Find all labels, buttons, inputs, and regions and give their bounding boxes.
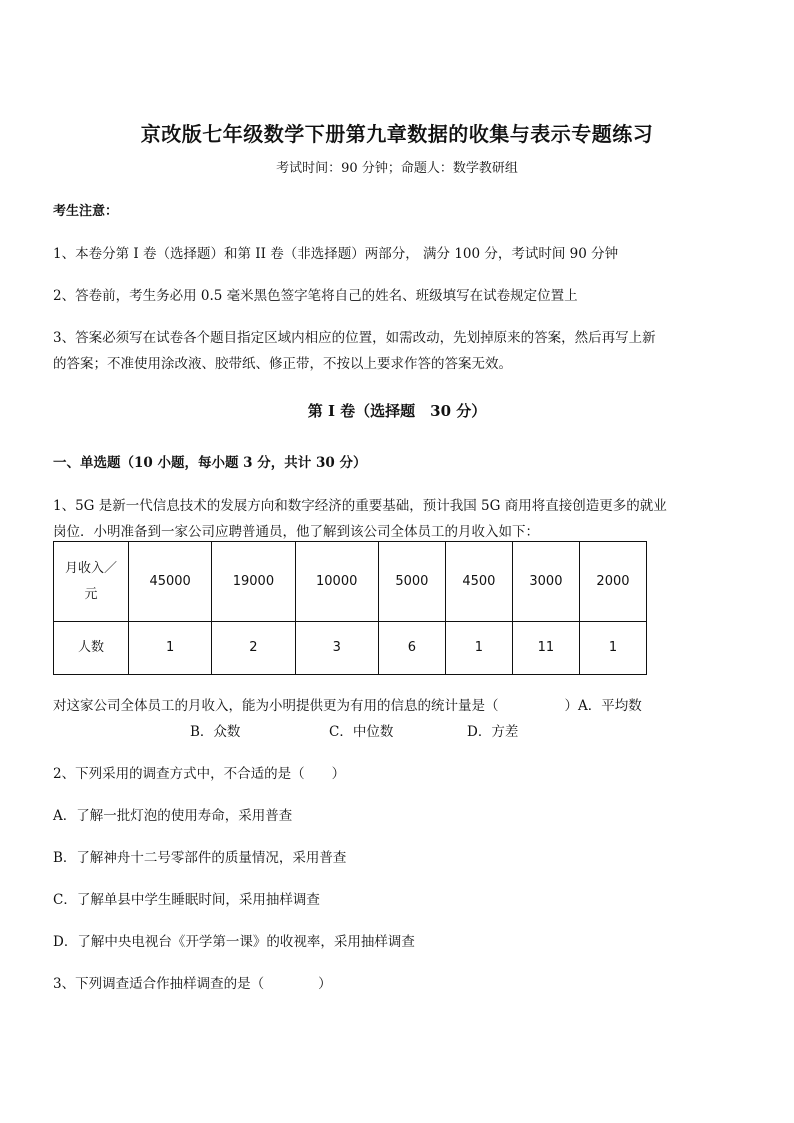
q3-stem: 3、下列调查适合作抽样调查的是（ ） — [53, 976, 332, 992]
income-table — [53, 541, 647, 675]
notice-item-3-line-2: 的答案；不准使用涂改液、胶带纸、修正带，不按以上要求作答的答案无效。 — [53, 356, 512, 372]
table-cell: 1 — [129, 622, 212, 675]
income-header-line-2: 元 — [84, 586, 98, 602]
table-cell: 10000 — [295, 542, 378, 622]
notice-item-1: 1、本卷分第 I 卷（选择题）和第 II 卷（非选择题）两部分， 满分 100 分，考试时间 90 分钟 — [53, 246, 619, 262]
income-header-cell — [54, 542, 129, 622]
table-cell: 3000 — [512, 542, 579, 622]
q2-option-a: A．了解一批灯泡的使用寿命，采用普查 — [53, 808, 293, 824]
table-cell: 2000 — [579, 542, 646, 622]
q1-question-line — [53, 694, 642, 714]
q2-stem: 2、下列采用的调查方式中，不合适的是（ ） — [53, 766, 346, 782]
table-cell: 6 — [378, 622, 445, 675]
table-cell: 1 — [445, 622, 512, 675]
q1-question-text: 对这家公司全体员工的月收入，能为小明提供更为有用的信息的统计量是（ — [53, 698, 499, 714]
section-title: 第 I 卷（选择题 30 分） — [307, 402, 487, 420]
table-cell: 19000 — [212, 542, 295, 622]
part-heading: 一、单选题（10 小题，每小题 3 分，共计 30 分） — [53, 455, 367, 471]
table-row — [54, 542, 647, 622]
exam-info: 考试时间：90 分钟；命题人：数学教研组 — [276, 161, 518, 176]
table-row — [54, 622, 647, 675]
q2-option-b: B．了解神舟十二号零部件的质量情况，采用普查 — [53, 850, 347, 866]
q1-option-c: C．中位数 — [329, 724, 394, 740]
table-cell: 1 — [579, 622, 646, 675]
count-header-cell: 人数 — [54, 622, 129, 675]
q1-option-a: ）A．平均数 — [564, 698, 642, 714]
notice-item-2: 2、答卷前，考生务必用 0.5 毫米黑色签字笔将自己的姓名、班级填写在试卷规定位置上 — [53, 288, 578, 304]
table-cell: 45000 — [129, 542, 212, 622]
table-cell: 3 — [295, 622, 378, 675]
notice-heading: 考生注意： — [53, 204, 119, 219]
table-cell: 11 — [512, 622, 579, 675]
q2-option-d: D．了解中央电视台《开学第一课》的收视率，采用抽样调查 — [53, 934, 415, 950]
table-cell: 2 — [212, 622, 295, 675]
income-header-line-1: 月收入／ — [64, 560, 117, 576]
q1-option-b: B．众数 — [190, 724, 241, 740]
notice-item-3-line-1: 3、答案必须写在试卷各个题目指定区域内相应的位置，如需改动，先划掉原来的答案，然后再写上新 — [53, 330, 656, 346]
q1-text-line-2: 岗位．小明准备到一家公司应聘普通员，他了解到该公司全体员工的月收入如下： — [53, 524, 539, 540]
q1-text-line-1: 1、5G 是新一代信息技术的发展方向和数字经济的重要基础，预计我国 5G 商用将直接创造更多的就业 — [53, 498, 667, 514]
table-cell: 4500 — [445, 542, 512, 622]
q1-option-d: D．方差 — [467, 724, 519, 740]
table-cell: 5000 — [378, 542, 445, 622]
q2-option-c: C．了解单县中学生睡眠时间，采用抽样调查 — [53, 892, 320, 908]
page-title: 京改版七年级数学下册第九章数据的收集与表示专题练习 — [140, 122, 654, 146]
